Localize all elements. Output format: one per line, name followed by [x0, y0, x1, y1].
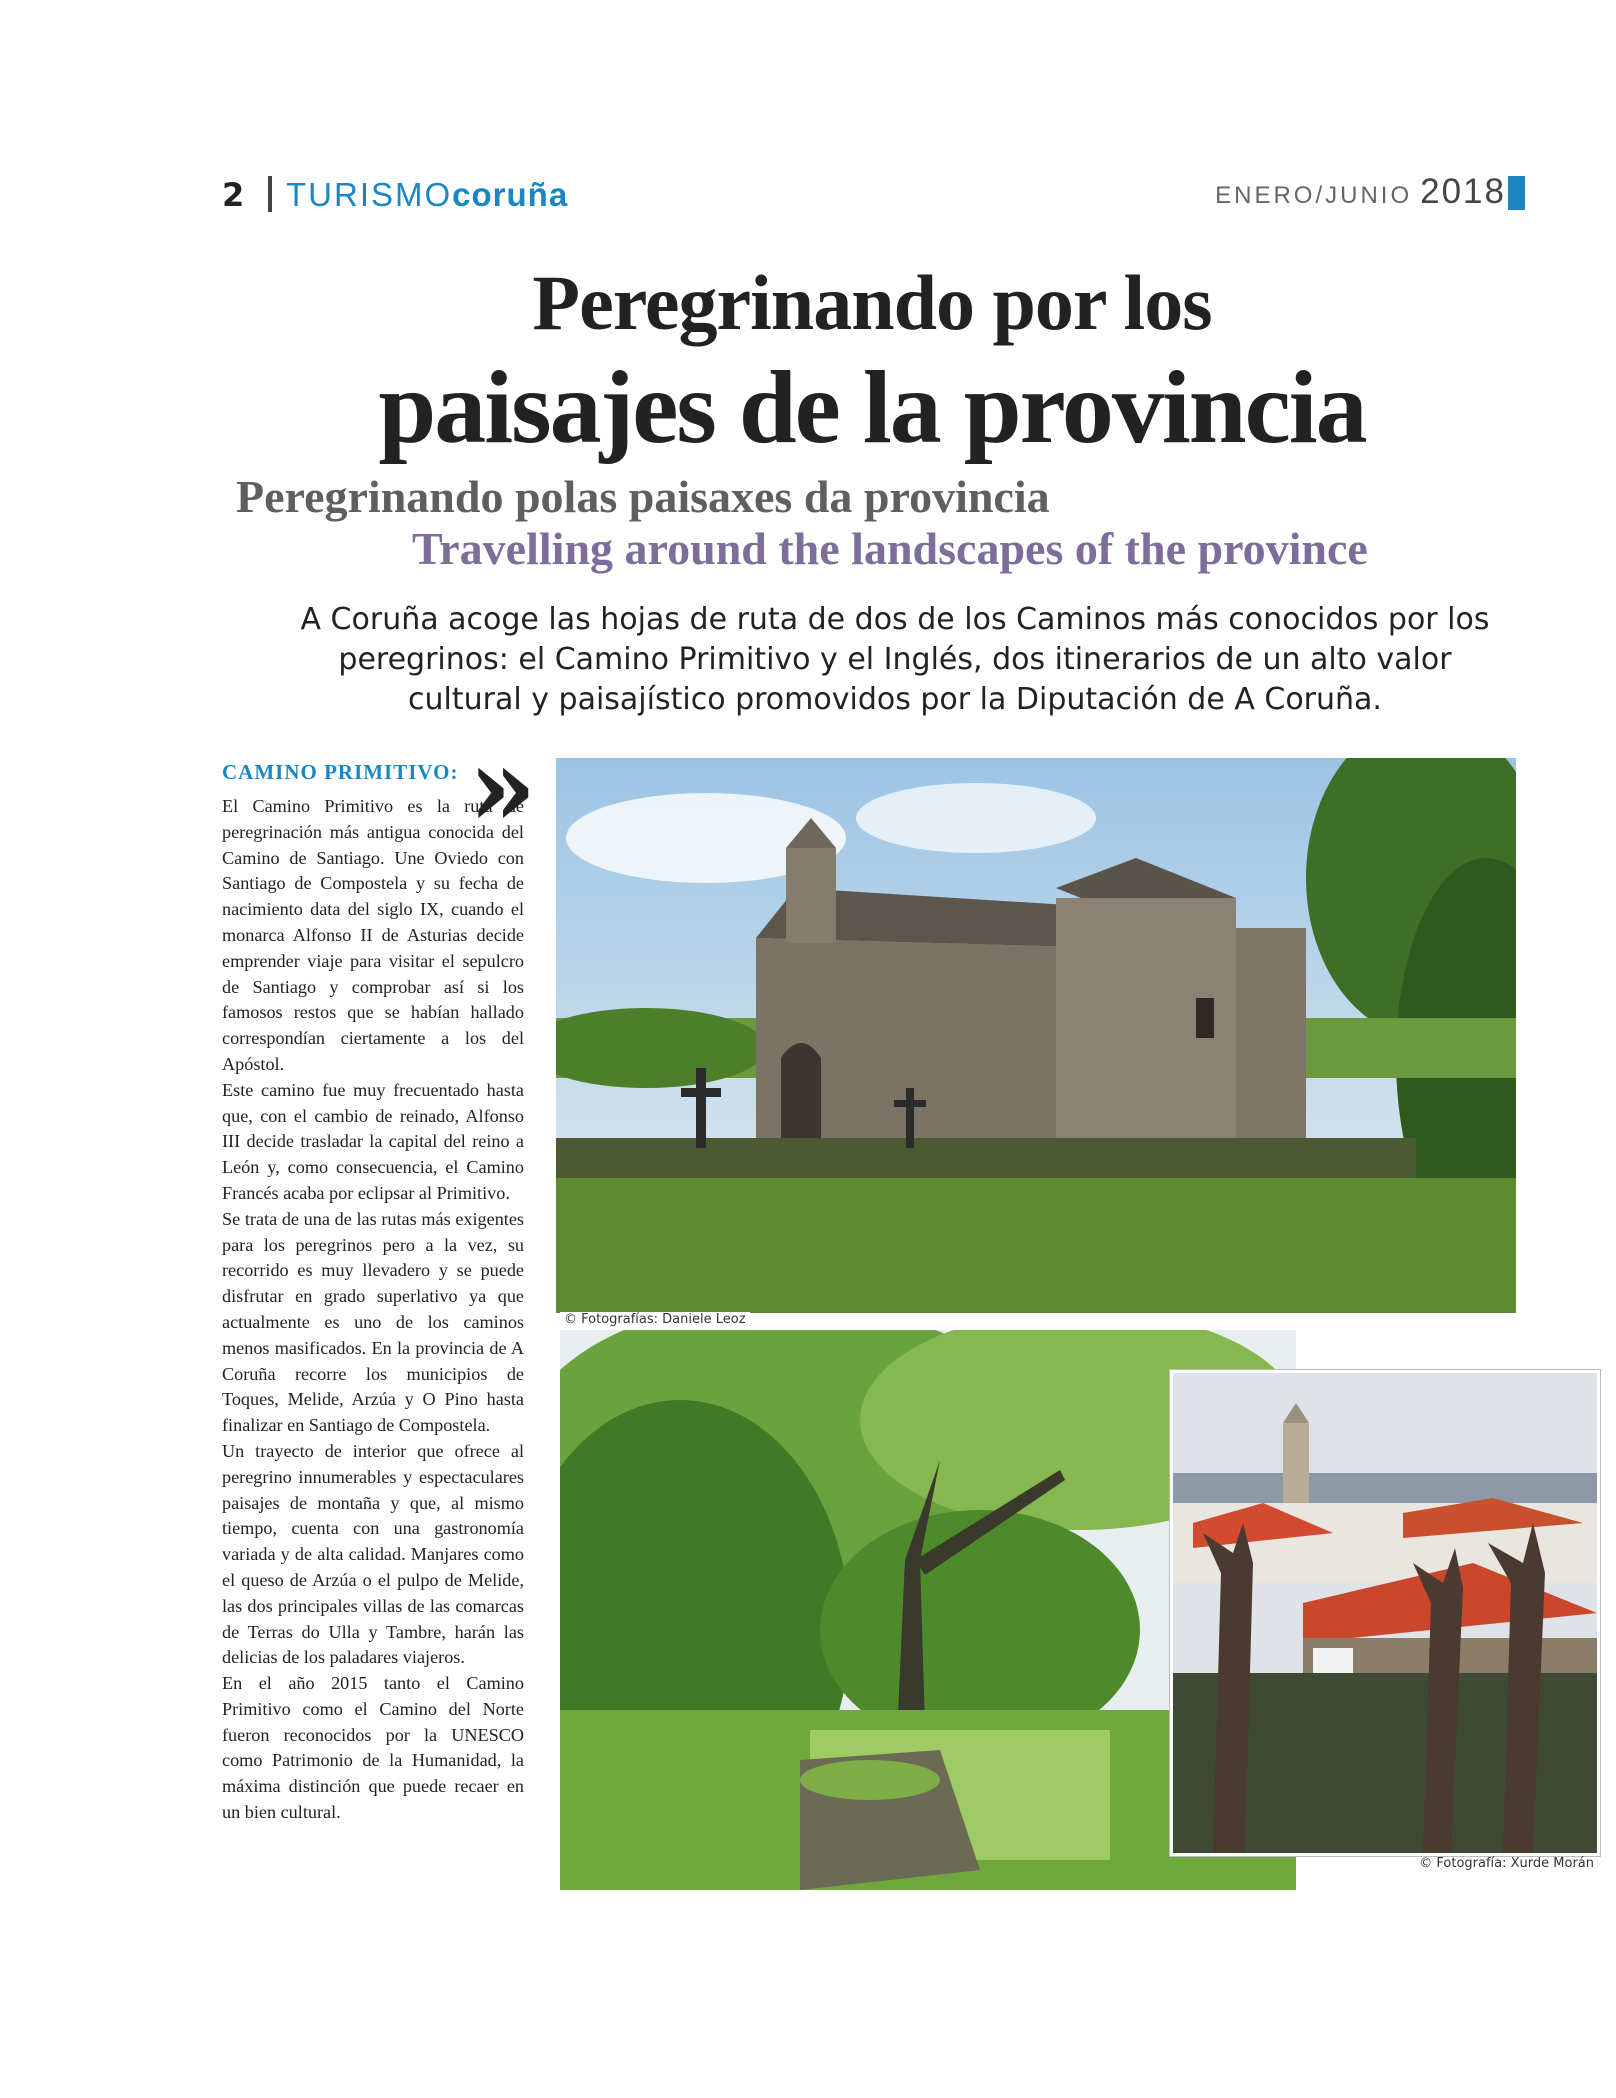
lead-paragraph: A Coruña acoge las hojas de ruta de dos de los Caminos más conocidos por los peregrinos: el Camino Primitivo y el Inglés, dos itinerarios de un alto valor cultural y paisajístico promovidos por la Diputación de A Coruña. — [300, 602, 1490, 717]
issue-year: 2018 — [1420, 172, 1506, 211]
brand-coruna: coruña — [452, 176, 569, 213]
article-body — [222, 794, 524, 1826]
body-paragraph: Un trayecto de interior que ofrece al peregrino innumerables y espectaculares paisajes de montaña y que, al mismo tiempo, cuenta con una gastronomía variada y de alta calidad. Manjares como el queso de Arzúa o el pulpo de Melide, las dos principales villas de las comarcas de Terras do Ulla y Tambre, harán las delicias de los paladares viajeros. — [222, 1440, 524, 1668]
quote-mark-icon: » — [468, 722, 537, 851]
headline-line-1: Peregrinando por los — [532, 259, 1212, 346]
town-photo — [1170, 1370, 1600, 1856]
publication-brand — [286, 176, 568, 214]
body-paragraph: Este camino fue muy frecuentado hasta que, con el cambio de reinado, Alfonso III decide trasladar la capital del reino a León y, como consecuencia, el Camino Francés acaba por eclipsar al Primitivo. — [222, 1079, 524, 1203]
church-photo — [556, 758, 1516, 1313]
subtitle-english: Travelling around the landscapes of the province — [412, 523, 1368, 574]
issue-months: ENERO/JUNIO — [1215, 182, 1413, 209]
headline-line-2: paisajes de la provincia — [378, 350, 1366, 465]
body-paragraph: En el año 2015 tanto el Camino Primitivo como el Camino del Norte fueron reconocidos por la UNESCO como Patrimonio de la Humanidad, la máxima distinción que puede recaer en un bien cultural. — [222, 1673, 524, 1823]
subtitle-galician: Peregrinando polas paisaxes da provincia — [236, 471, 1050, 522]
section-heading: CAMINO PRIMITIVO: — [222, 760, 459, 784]
issue-date — [1215, 172, 1506, 212]
photo-credit: © Fotografías: Daniele Leoz — [560, 1312, 750, 1327]
body-paragraph: Se trata de una de las rutas más exigentes para los peregrinos pero a la vez, su recorrido es muy llevadero y se puede disfrutar en grado superlativo ya que actualmente es uno de los caminos menos masificados. En la provincia de A Coruña recorre los municipios de Toques, Melide, Arzúa y O Pino hasta finalizar en Santiago de Compostela. — [222, 1208, 524, 1436]
header-divider — [268, 176, 272, 212]
page-number: 2 — [222, 176, 245, 214]
header-accent-block — [1508, 176, 1525, 210]
brand-turismo: TURISMO — [286, 176, 453, 213]
photo-credit: © Fotografía: Xurde Morán — [1419, 1856, 1594, 1871]
body-paragraph: El Camino Primitivo es la ruta de peregrinación más antigua conocida del Camino de Santiago. Une Oviedo con Santiago de Compostela y su fecha de nacimiento data del siglo IX, cuando el monarca Alfonso II de Asturias decide emprender viaje para visitar el sepulcro de Santiago y comprobar así si los famosos restos que se habían hallado correspondían ciertamente a los del Apóstol. — [222, 796, 524, 1074]
